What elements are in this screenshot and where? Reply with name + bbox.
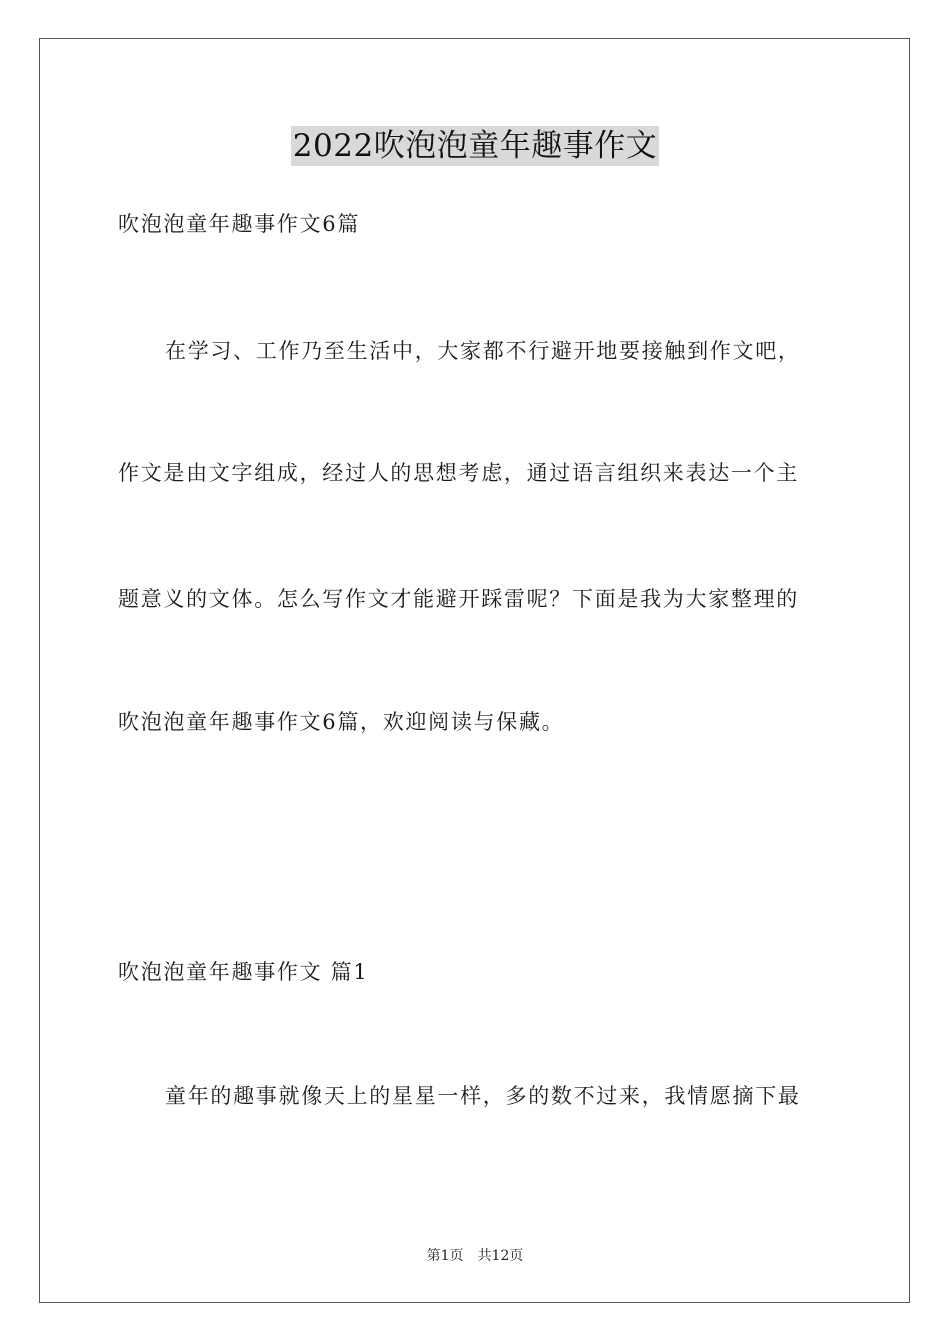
intro-line-3: 题意义的文体。怎么写作文才能避开踩雷呢？下面是我为大家整理的: [118, 587, 799, 611]
section-line-1: 童年的趣事就像天上的星星一样，多的数不过来，我情愿摘下最: [165, 1084, 801, 1108]
title-container: [0, 126, 950, 166]
intro-line-4: 吹泡泡童年趣事作文6篇，欢迎阅读与保藏。: [118, 710, 565, 734]
page-number-total: 共12页: [477, 1248, 524, 1264]
section-heading: 吹泡泡童年趣事作文 篇1: [118, 960, 369, 984]
page-number-current: 第1页: [426, 1248, 464, 1264]
document-subtitle: 吹泡泡童年趣事作文6篇: [118, 212, 361, 236]
intro-line-2: 作文是由文字组成，经过人的思想考虑，通过语言组织来表达一个主: [118, 461, 799, 485]
document-title: 2022吹泡泡童年趣事作文: [292, 128, 658, 164]
intro-line-1: 在学习、工作乃至生活中，大家都不行避开地要接触到作文吧，: [165, 339, 801, 363]
page-footer: [0, 1246, 950, 1266]
